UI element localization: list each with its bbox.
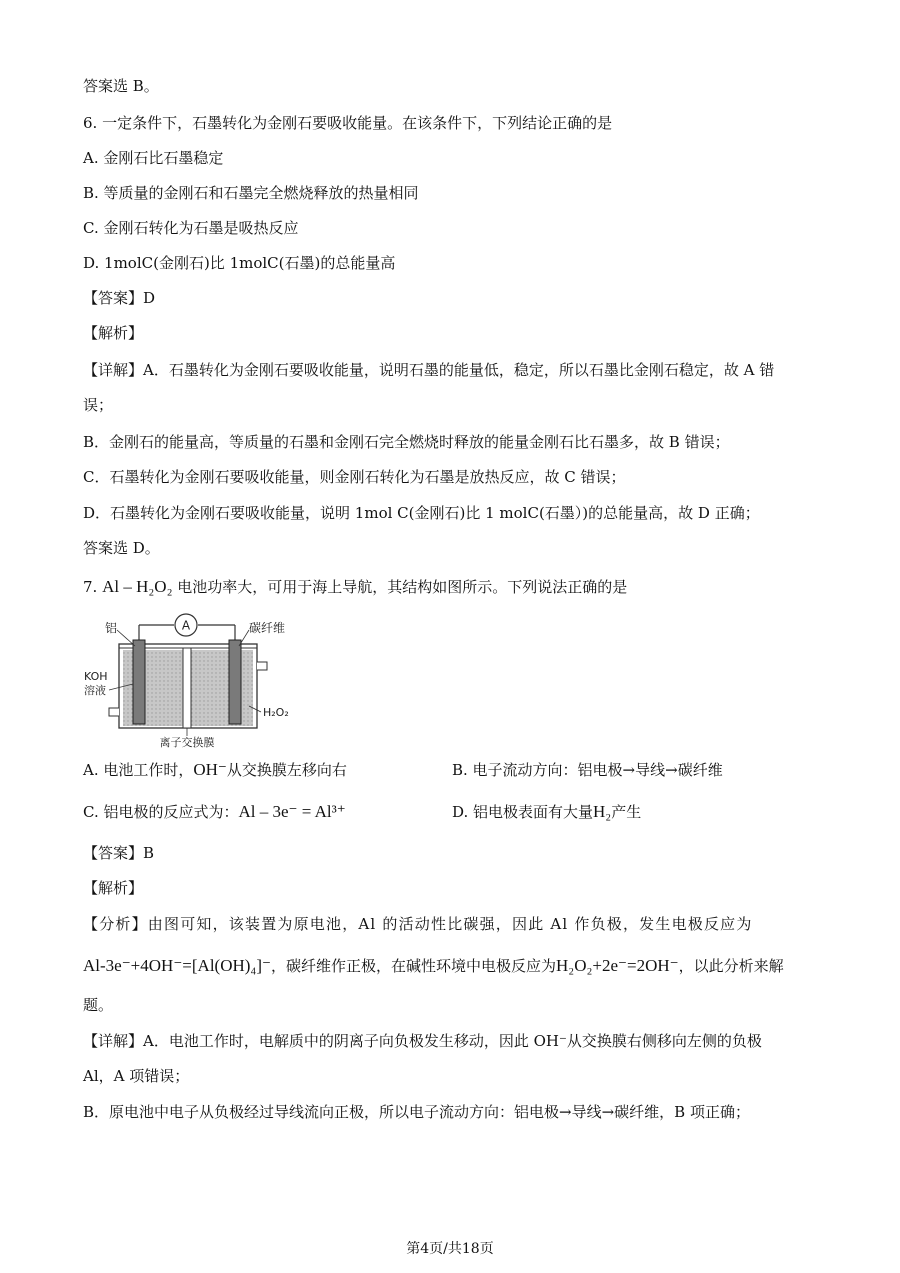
label-koh: KOH xyxy=(84,670,108,683)
ammeter-label: A xyxy=(181,618,191,633)
q6-detail-d: D．石墨转化为金刚石要吸收能量，说明 1mol C(金刚石)比 1 molC(石墨）)的总能量高，故 D 正确； xyxy=(83,504,760,522)
q7-analysis-heading: 【解析】 xyxy=(83,879,144,897)
answer-line: 答案选 B。 xyxy=(83,77,159,95)
q7-detail-a-cont: Al，A 项错误； xyxy=(83,1067,190,1085)
q7-detail-b: B．原电池中电子从负极经过导线流向正极，所以电子流动方向：铝电极→导线→碳纤维，B 项正确； xyxy=(83,1103,750,1121)
q7-number: 7. xyxy=(83,578,98,596)
q7-option-d: D. 铝电极表面有大量H₂产生 xyxy=(452,802,642,821)
q6-option-b: B. 等质量的金刚石和石墨完全燃烧释放的热量相同 xyxy=(83,184,419,202)
q7-option-a: A. 电池工作时，OH⁻从交换膜左移向右 xyxy=(83,760,347,779)
q7-option-b: B. 电子流动方向：铝电极→导线→碳纤维 xyxy=(452,761,723,779)
label-h2o2: H₂O₂ xyxy=(263,706,289,719)
q7-answer: 【答案】B xyxy=(83,844,155,862)
q6-analysis-heading: 【解析】 xyxy=(83,324,144,342)
q7-analysis-1: 【分析】由图可知，该装置为原电池，Al 的活动性比碳强，因此 Al 作负极，发生电极反应为 xyxy=(83,915,753,933)
q6-option-a: A. 金刚石比石墨稳定 xyxy=(83,149,224,167)
q7-stem-text: 电池功率大，可用于海上导航，其结构如图所示。下列说法正确的是 xyxy=(177,578,628,596)
q6-detail-b: B．金刚石的能量高，等质量的石墨和金刚石完全燃烧时释放的能量金刚石比石墨多，故 B 错误； xyxy=(83,433,730,451)
q7-analysis-3: 题。 xyxy=(83,996,114,1014)
page-footer: 第4页/共18页 xyxy=(406,1241,494,1257)
anode-equation: Al-3e⁻+4OH⁻=[Al(OH)₄]⁻ xyxy=(83,956,271,975)
cathode-equation: H₂O₂+2e⁻=2OH⁻ xyxy=(556,956,679,975)
label-carbon-fiber: 碳纤维 xyxy=(249,621,286,635)
q6-detail-a: 【详解】A．石墨转化为金刚石要吸收能量，说明石墨的能量低，稳定，所以石墨比金刚石稳定，故 A 错 xyxy=(83,361,775,379)
label-membrane: 离子交换膜 xyxy=(159,736,215,748)
q6-option-d: D. 1molC(金刚石)比 1molC(石墨)的总能量高 xyxy=(83,254,396,272)
q6-option-c: C. 金刚石转化为石墨是吸热反应 xyxy=(83,219,299,237)
q6-stem: 6. 一定条件下，石墨转化为金刚石要吸收能量。在该条件下，下列结论正确的是 xyxy=(83,114,613,132)
label-solution: 溶液 xyxy=(84,684,106,697)
q6-conclusion: 答案选 D。 xyxy=(83,539,160,557)
ion-exchange-membrane xyxy=(183,648,191,728)
battery-diagram xyxy=(83,612,293,748)
aluminum-electrode xyxy=(133,640,145,724)
inlet-left xyxy=(109,708,119,716)
q7-analysis-2: Al-3e⁻+4OH⁻=[Al(OH)₄]⁻，碳纤维作正极，在碱性环境中电极反应为H₂O₂+2e⁻=2OH⁻，以此分析来解 xyxy=(83,956,784,975)
outlet-right xyxy=(257,662,267,670)
label-aluminum: 铝 xyxy=(105,621,118,635)
aluminum-half-reaction: Al – 3e⁻ = Al³⁺ xyxy=(238,802,346,821)
q7-formula: Al – H₂O₂ xyxy=(102,577,173,596)
q6-answer: 【答案】D xyxy=(83,289,156,307)
carbon-fiber-electrode xyxy=(229,640,241,724)
q7-option-c: C. 铝电极的反应式为：Al – 3e⁻ = Al³⁺ xyxy=(83,802,346,821)
q7-detail-a: 【详解】A．电池工作时，电解质中的阴离子向负极发生移动，因此 OH⁻从交换膜右侧移向左侧的负极 xyxy=(83,1032,762,1050)
hydroxide-ion: OH⁻ xyxy=(193,760,227,779)
q7-stem xyxy=(83,577,627,597)
q6-detail-c: C．石墨转化为金刚石要吸收能量，则金刚石转化为石墨是放热反应，故 C 错误； xyxy=(83,468,626,486)
q6-detail-a-cont: 误； xyxy=(83,396,114,414)
hydrogen-formula: H₂ xyxy=(593,802,612,821)
